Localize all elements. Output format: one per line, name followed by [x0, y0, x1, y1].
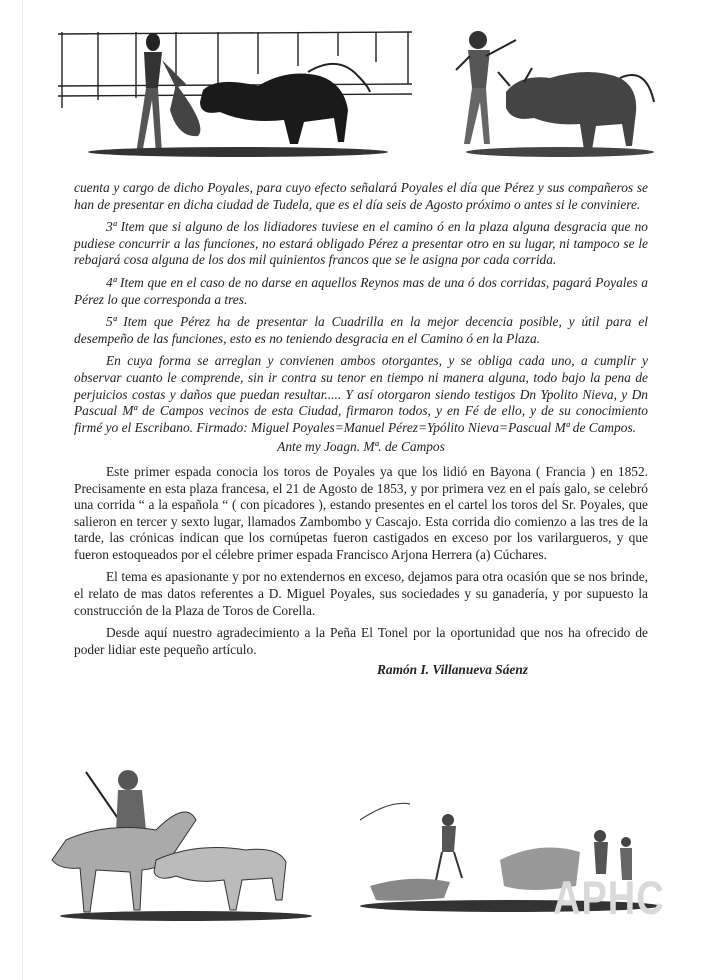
- paragraph-item-5: 5ª Item que Pérez ha de presentar la Cuadrilla en la mejor decencia posible, y útil para el desempeño de las funciones, esto es no teniendo desgracia en el Camino ó en la Plaza.: [74, 314, 648, 346]
- watermark: APHC: [553, 872, 665, 926]
- author-signature: Ramón I. Villanueva Sáenz: [376, 662, 528, 678]
- paragraph-1: cuenta y cargo de dicho Poyales, para cuyo efecto señalará Poyales el día que Pérez y sus compañeros se han de presentar en dicha ciudad de Tudela, que es el día seis de Agosto próximo o antes si le conviniere.: [74, 180, 648, 212]
- paragraph-agreement: En cuya forma se arreglan y convienen ambos otorgantes, y se obliga cada uno, a cumplir y observar cuanto le comprende, sin ir contra su tenor en tiempo ni manera alguna, todo bajo la pena de perjuicios costas y daños que puedan resultar..... Y así otorgaron siendo testigos Dn Ypolito Nieva, y Dn Pascual Mª de Campos vecinos de esta Ciudad, firmaron todos, y en Fé de ello, y de su conocimiento firmé yo el Escribano. Firmado: Miguel Poyales=Manuel Pérez=Ypólito Nieva=Pascual Mª de Campos.: [74, 353, 648, 435]
- paragraph-thanks: Desde aquí nuestro agradecimiento a la Peña El Tonel por la oportunidad que nos ha ofrecido de poder lidiar este pequeño artículo.: [74, 625, 648, 657]
- scan-edge: [22, 0, 23, 980]
- illustration-picador-bull: [46, 760, 316, 930]
- illustration-torero-cape: [58, 26, 414, 166]
- illustration-banderillero-bull: [450, 26, 666, 162]
- paragraph-item-3: 3ª Item que si alguno de los lidiadores tuviese en el camino ó en la plaza alguna desgracia que no pudiese concurrir a las funciones, no estará obligado Pérez a presentar otro en su lugar, ni tampoco se le rebajará cosa alguna de los dos mil quinientos francos que se le asigna por cada corrida.: [74, 219, 648, 268]
- article-text: [74, 180, 648, 679]
- paragraph-item-4: 4ª Item que en el caso de no darse en aquellos Reynos mas de una ó dos corridas, pagará Poyales a Pérez lo que corresponda a tres.: [74, 274, 648, 307]
- paragraph-history: Este primer espada conocia los toros de Poyales ya que los lidió en Bayona ( Francia ) en 1852. Precisamente en esta plaza francesa, el 21 de Agosto de 1853, y por primera vez en el país galo, se celebró una corrida “ a la española “ ( con picadores ), estando presentes en el cartel los toros del Sr. Poyales, que salieron en tercer y sexto lugar, llamados Zambombo y Cascajo. Esta corrida dio comienzo a las tres de la tarde, las crónicas indican que los cornúpetas fueron castigados en exceso por los varilargueros, y que fueron estoqueados por el célebre primer espada Francisco Arjona Herrera (a) Cúchares.: [74, 463, 648, 562]
- paragraph-closing: El tema es apasionante y por no extendernos en exceso, dejamos para otra ocasión que se nos brinde, el relato de mas datos referentes a D. Miguel Poyales, sus sociedades y su ganadería, y por supuesto la construcción de la Plaza de Toros de Corella.: [74, 569, 648, 618]
- notary-line: Ante my Joagn. Mª. de Campos: [277, 439, 445, 455]
